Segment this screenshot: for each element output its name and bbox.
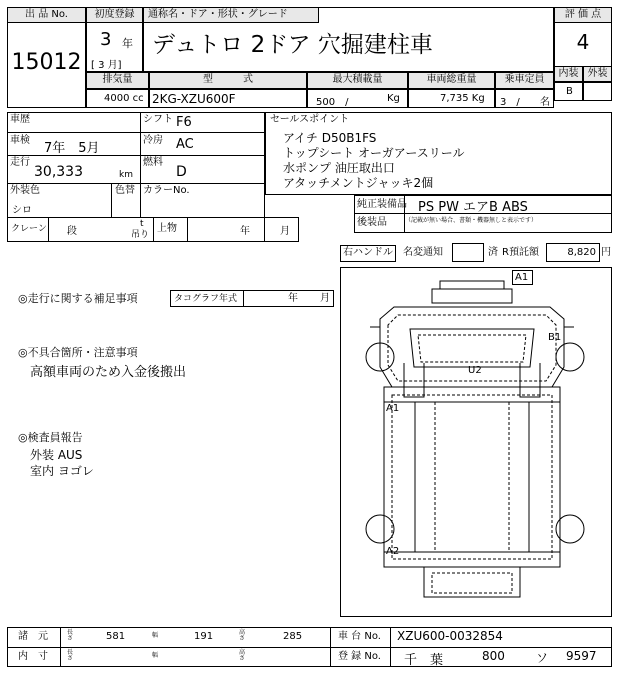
model: 2KG-XZU600F [152,92,236,106]
length-label: 長さ [67,629,74,642]
registration-number: 9597 [566,649,597,663]
score-label: 評 価 点 [554,7,612,23]
inspector-report-label: ◎検査員報告 [18,431,83,444]
inspector-line: 外装 AUS [30,448,83,462]
capacity-label: 乗車定員 [495,72,554,89]
ac-label: 冷房 [143,135,163,146]
specs-dims-label: 諸 元 [18,631,48,642]
weight-value: 7,735 Kg [440,93,485,104]
registration-area: 千 葉 [404,653,444,668]
tacho-year: 年 [288,293,298,304]
shift-value: F6 [176,115,192,130]
registration-kana: ソ [536,651,549,665]
capacity-unit: 名 [540,97,550,108]
damage-mark-label: A2 [386,546,400,557]
damage-mark-label: B1 [548,332,562,343]
interior-dims-label: 内 寸 [18,651,48,662]
truck-outline-diagram [340,267,612,617]
load-unit: Kg [387,93,400,104]
first-reg-year: 3 [100,29,112,50]
height-value: 285 [283,631,303,642]
registration-class: 800 [482,649,505,663]
first-reg-month: [ 3 月] [91,60,122,71]
crane-tons-top: t [140,219,144,229]
name-change-cell [452,243,484,262]
driving-notes-label: ◎走行に関する補足事項 [18,292,138,305]
ac-value: AC [176,137,194,152]
displacement-label: 排気量 [86,72,149,89]
length-value: 581 [106,631,126,642]
width-value: 191 [194,631,214,642]
mileage-unit: km [119,170,133,180]
model-label: 型 式 [149,72,307,89]
crane-label: クレーン [11,224,47,234]
history-label: 車歴 [10,114,30,125]
crane-year: 年 [240,226,250,237]
crane-tons-bottom: 吊り [131,230,150,240]
capacity-value: 3 / [500,97,520,108]
interior-height-label: 高さ [239,649,246,662]
weight-label: 車両総重量 [408,72,495,89]
recycle-fee: 8,820 [567,247,596,258]
genuine-equipment: PS PW エアB ABS [418,200,528,215]
mileage-label: 走行 [10,157,30,168]
inspection-label: 車検 [10,135,30,146]
name-change-label: 名変通知 [403,247,443,258]
damage-mark-label: A1 [515,272,529,283]
displacement: 4000 cc [104,93,144,104]
fuel-value: D [176,164,187,180]
crane-steps: 段 [67,226,77,237]
mileage-value: 30,333 [34,164,83,180]
color-change-label: 色替 [115,185,135,196]
chassis-label: 車 台 No. [338,631,381,642]
sales-point-line: トップシート オーガアースリール [283,146,465,160]
interior-length-label: 長さ [67,649,74,662]
car-name-label: 通称名・ドア・形状・グレード [143,7,319,23]
lot-label: 出 品 No. [7,7,86,23]
registration-label: 登 録 No. [338,651,381,662]
first-reg-label: 初度登録 [86,7,143,23]
interior-grade-label: 内装 [554,66,583,82]
color-label: 外装色 [10,185,40,196]
lot-number: 15012 [11,50,82,75]
defects-label: ◎不具合箇所・注意事項 [18,346,138,359]
color-no-label: カラーNo. [143,185,190,196]
load-label: 最大積載量 [307,72,408,89]
interior-width-label: 幅 [152,652,159,659]
exterior-grade-label: 外装 [583,66,612,82]
sales-point-line: アタッチメントジャッキ2個 [283,176,434,190]
recycle-fee-unit: 円 [601,247,611,258]
first-reg-year-unit: 年 [122,37,133,50]
inspection-value: 7年 5月 [44,141,100,156]
fuel-label: 燃料 [143,157,163,168]
tacho-month: 月 [320,293,330,304]
recycle-fee-label: R預託額 [502,247,539,258]
exterior-grade-cell [583,82,612,101]
recycle-status: 済 [488,247,498,258]
crane-month: 月 [280,226,290,237]
defects-text: 高額車両のため入金後搬出 [30,365,187,380]
color-value: シロ [12,205,32,216]
score-value: 4 [576,30,590,54]
car-name: デュトロ 2ドア 穴掘建柱車 [152,32,433,58]
inspector-line: 室内 ヨゴレ [30,464,94,478]
crane-lift-label: 上物 [157,223,177,234]
width-label: 幅 [152,632,159,639]
damage-mark-label: A1 [386,403,400,414]
height-label: 高さ [239,629,246,642]
chassis-number: XZU600-0032854 [397,629,503,643]
steering-value: 右ハンドル [343,247,393,258]
sales-point-line: アイチ D50B1FS [283,131,377,145]
interior-grade: B [566,86,573,97]
tacho-label: タコグラフ年式 [174,294,238,304]
crane-year-cell [187,217,299,242]
aftermarket-label: 後装品 [357,217,387,228]
damage-mark-label: U2 [468,365,482,376]
load-value: 500 / [316,97,349,108]
shift-label: シフト [143,114,173,125]
aftermarket-note: （記載が無い場合、書類・機器無しと表示です） [405,217,538,224]
sales-points-label: セールスポイント [270,114,350,125]
sales-point-line: 水ポンプ 油圧取出口 [283,161,395,175]
genuine-equipment-label: 純正装備品 [357,199,407,210]
